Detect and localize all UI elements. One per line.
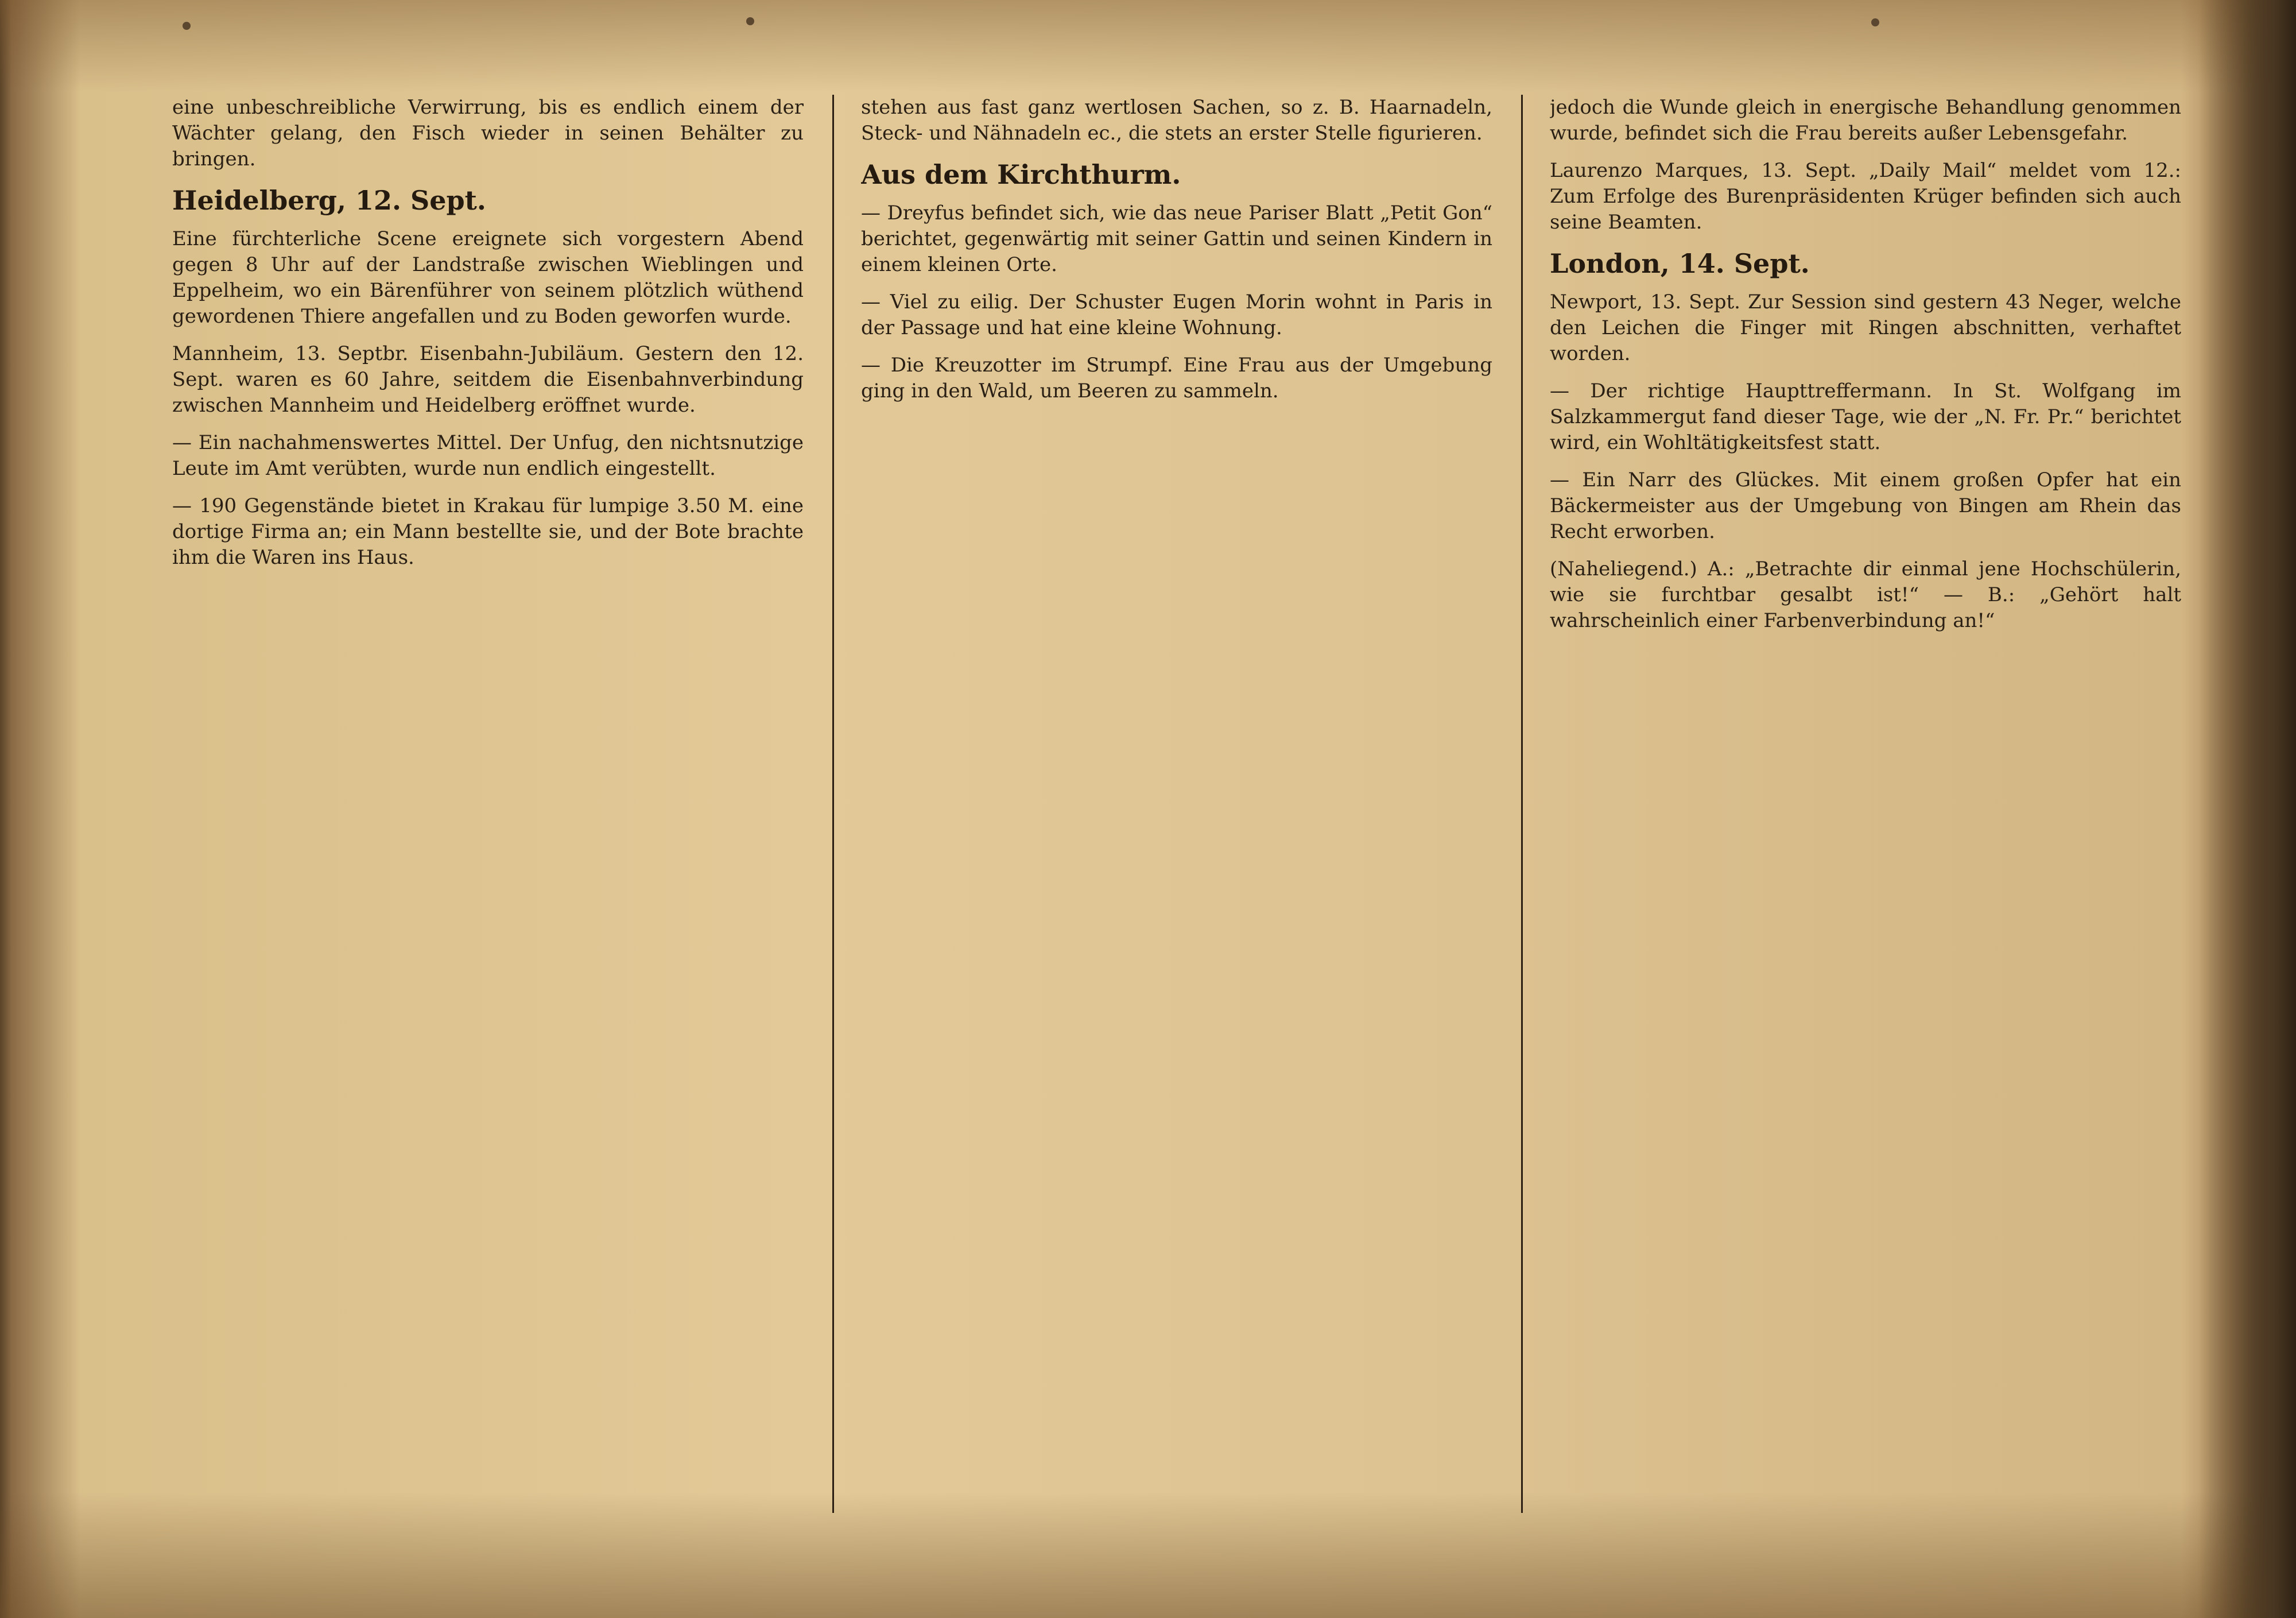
article-headline: Aus dem Kirchthurm. bbox=[861, 159, 1181, 190]
paragraph: (Naheliegend.) A.: „Betrachte dir einmal jene Hochschülerin, wie sie furchtbar gesalbt ist!“ — B.: „Gehört halt wahrscheinlich einer Farbenverbindung an!“ bbox=[1550, 558, 2181, 632]
paragraph: stehen aus fast ganz wertlosen Sachen, so z. B. Haarnadeln, Steck- und Nähnadeln ec., die stets an erster Stelle figurieren. bbox=[861, 96, 1492, 145]
paragraph: — 190 Gegenstände bietet in Krakau für lumpige 3.50 M. eine dortige Firma an; ein Mann bestellte sie, und der Bote brachte ihm die Waren ins Haus. bbox=[172, 494, 804, 569]
paragraph: — Ein Narr des Glückes. Mit einem großen Opfer hat ein Bäckermeister aus der Umgebung von Bingen am Rhein das Recht erworben. bbox=[1550, 469, 2181, 543]
column-2 bbox=[861, 95, 1492, 1513]
pin-hole bbox=[746, 17, 754, 25]
paragraph: Newport, 13. Sept. Zur Session sind gestern 43 Neger, welche den Leichen die Finger mit Ringen abschnitten, verhaftet worden. bbox=[1550, 291, 2181, 365]
paragraph: eine unbeschreibliche Verwirrung, bis es endlich einem der Wächter gelang, den Fisch wieder in seinen Behälter zu bringen. bbox=[172, 96, 804, 171]
column-1 bbox=[172, 95, 804, 1513]
paragraph: — Die Kreuzotter im Strumpf. Eine Frau aus der Umgebung ging in den Wald, um Beeren zu sammeln. bbox=[861, 354, 1492, 402]
column-3 bbox=[1550, 95, 2181, 1513]
article-headline: London, 14. Sept. bbox=[1550, 248, 1810, 279]
pin-hole bbox=[183, 22, 191, 30]
book-binding bbox=[2198, 0, 2296, 1618]
pin-hole bbox=[1871, 18, 1879, 26]
paragraph: — Dreyfus befindet sich, wie das neue Pariser Blatt „Petit Gon“ berichtet, gegenwärtig mit seiner Gattin und seinen Kindern in einem kleinen Orte. bbox=[861, 202, 1492, 276]
paragraph: — Der richtige Haupttreffermann. In St. Wolfgang im Salzkammergut fand dieser Tage, wie der „N. Fr. Pr.“ berichtet wird, ein Wohltätigkeitsfest statt. bbox=[1550, 380, 2181, 454]
article-headline: Heidelberg, 12. Sept. bbox=[172, 185, 486, 216]
paragraph: Mannheim, 13. Septbr. Eisenbahn-Jubiläum. Gestern den 12. Sept. waren es 60 Jahre, seitdem die Eisenbahnverbindung zwischen Mannheim und Heidelberg eröffnet wurde. bbox=[172, 342, 804, 417]
paragraph: — Viel zu eilig. Der Schuster Eugen Morin wohnt in Paris in der Passage und hat eine kleine Wohnung. bbox=[861, 291, 1492, 339]
column-rule bbox=[1521, 95, 1523, 1513]
paragraph: Eine fürchterliche Scene ereignete sich vorgestern Abend gegen 8 Uhr auf der Landstraße zwischen Wieblingen und Eppelheim, wo ein Bärenführer von seinem plötzlich wüthend gewordenen Thiere angefallen und zu Boden geworfen wurde. bbox=[172, 227, 804, 328]
paragraph: — Ein nachahmenswertes Mittel. Der Unfug, den nichtsnutzige Leute im Amt verübten, wurde nun endlich eingestellt. bbox=[172, 431, 804, 480]
paragraph: jedoch die Wunde gleich in energische Behandlung genommen wurde, befindet sich die Frau bereits außer Lebensgefahr. bbox=[1550, 96, 2181, 145]
print-area bbox=[172, 95, 2181, 1513]
paragraph: Laurenzo Marques, 13. Sept. „Daily Mail“ meldet vom 12.: Zum Erfolge des Burenpräsidenten Krüger befinden sich auch seine Beamten. bbox=[1550, 159, 2181, 234]
top-stain bbox=[0, 0, 2296, 92]
column-rule bbox=[832, 95, 834, 1513]
